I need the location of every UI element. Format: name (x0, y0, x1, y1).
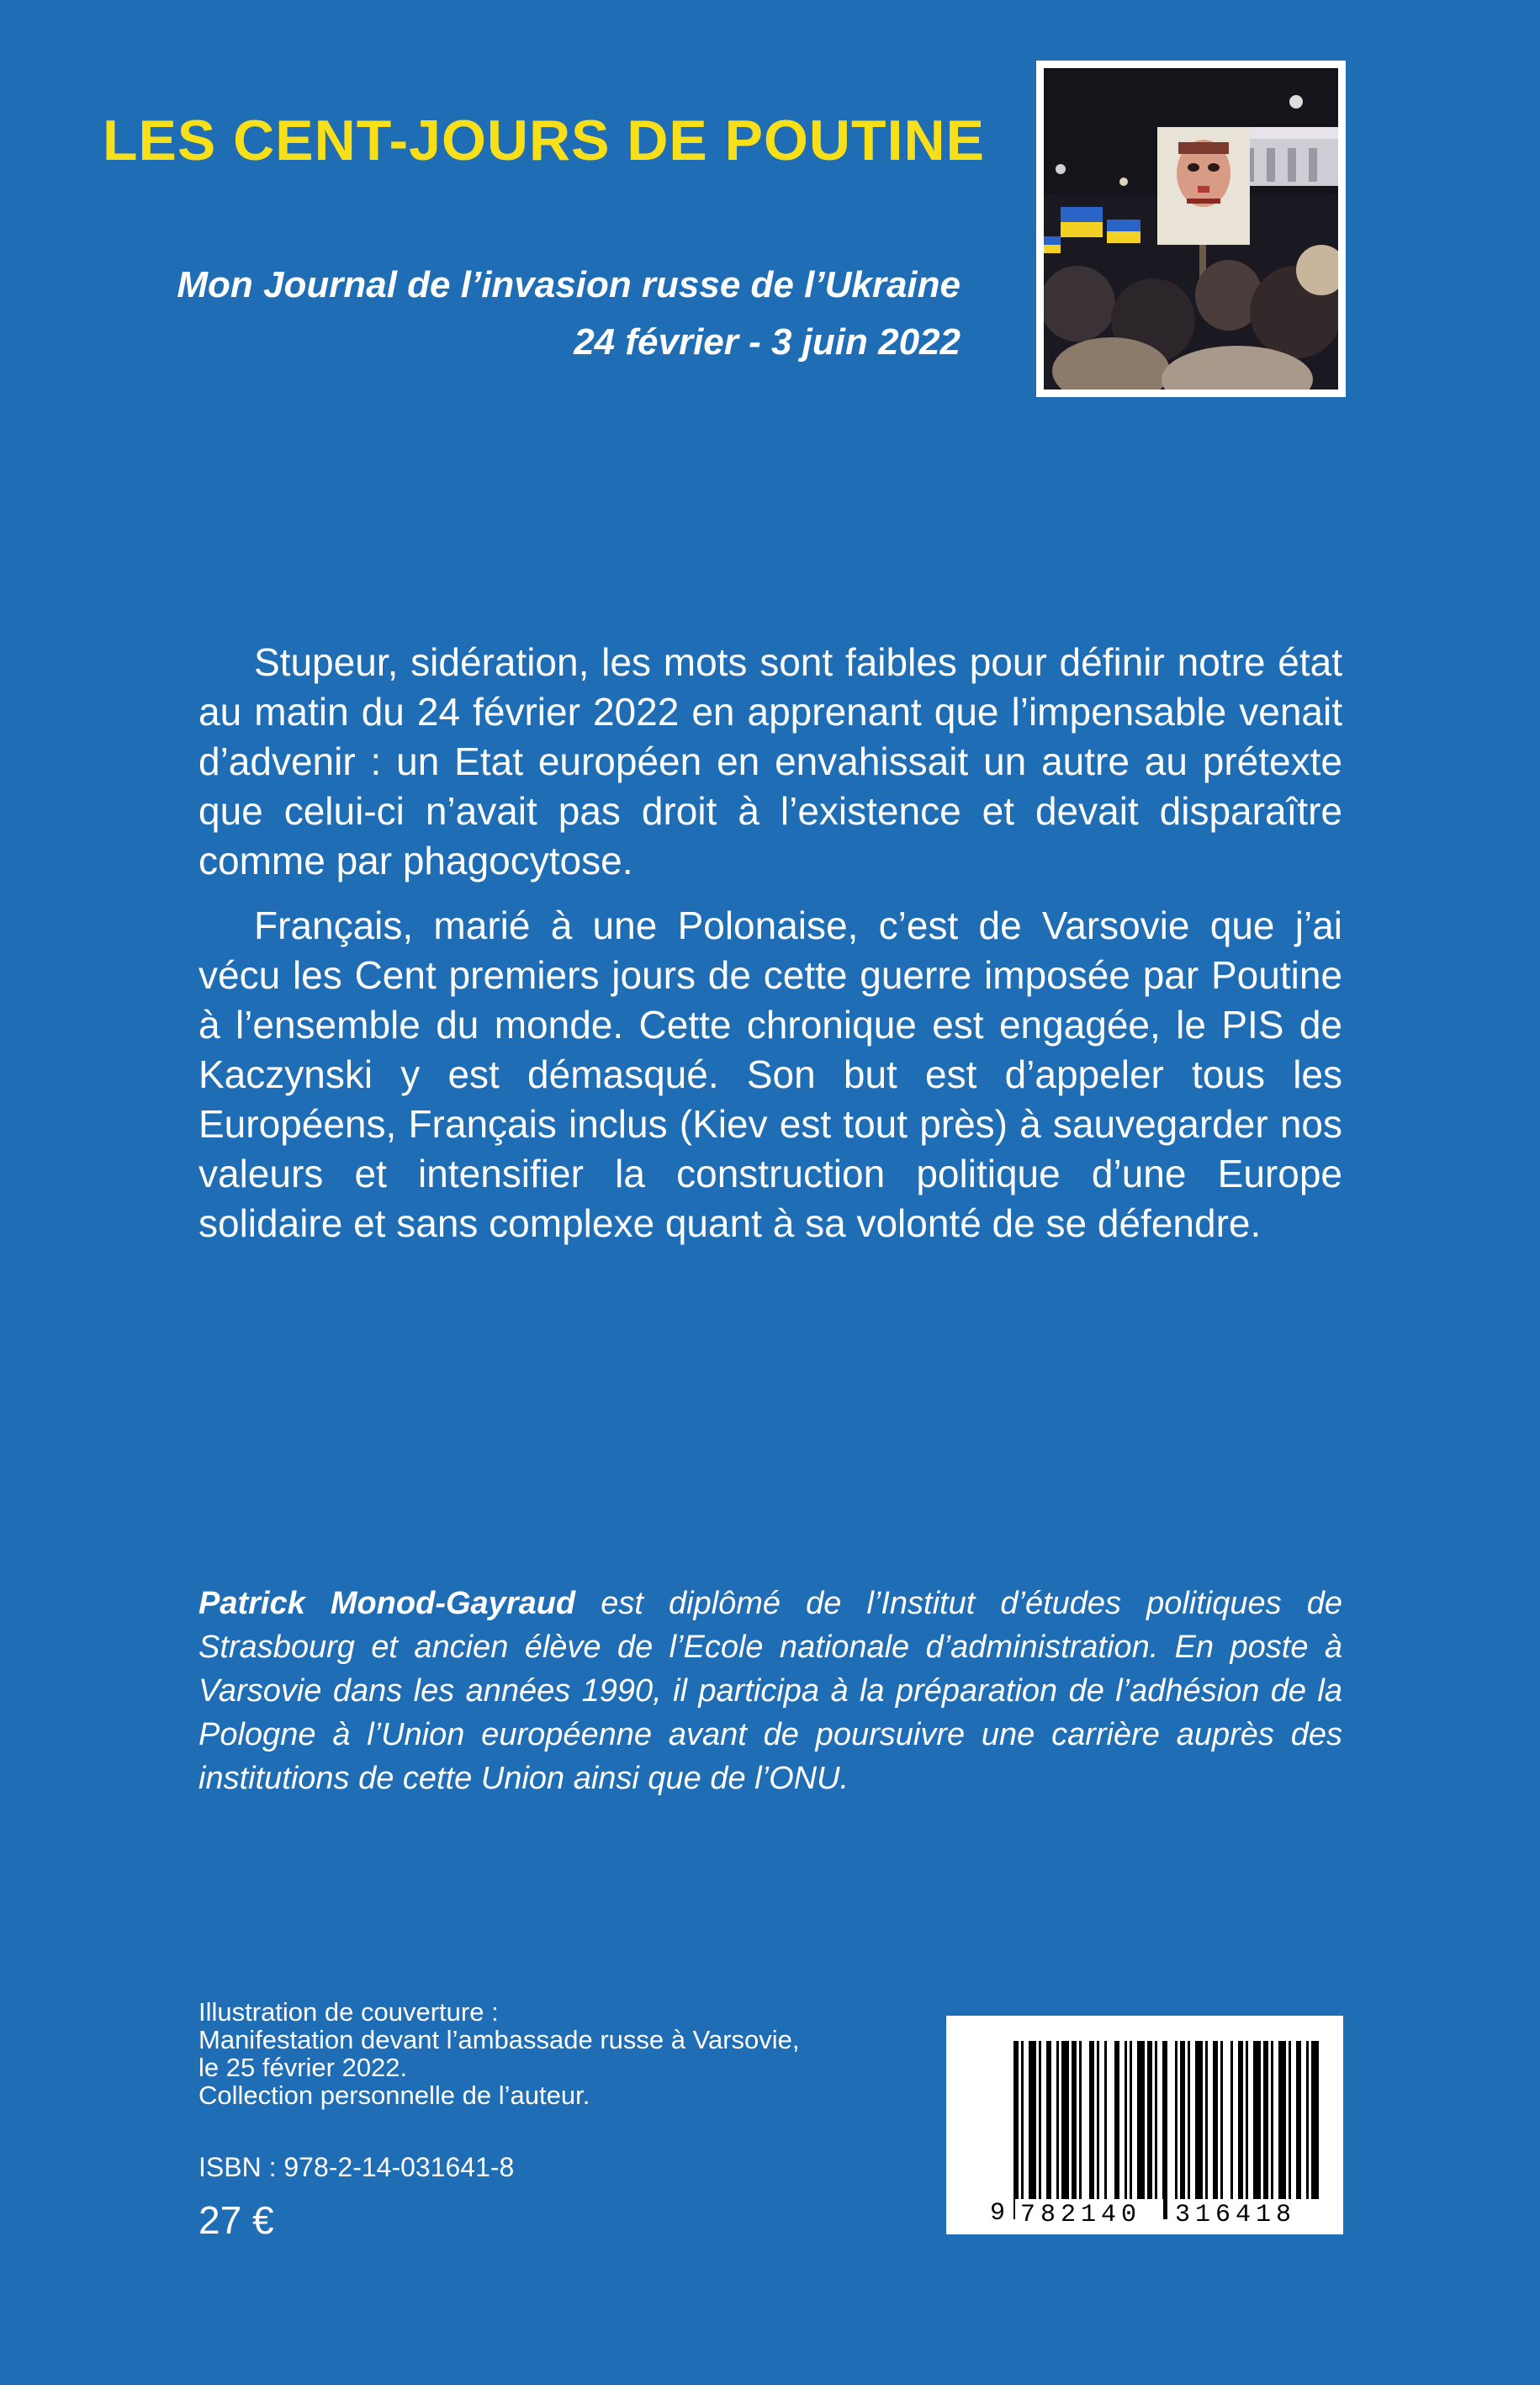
barcode-bar (1205, 2041, 1208, 2201)
barcode-bar (1039, 2041, 1041, 2201)
barcode-bar (1278, 2041, 1286, 2201)
barcode-bar (1253, 2041, 1261, 2201)
protest-photo-illustration (1044, 68, 1338, 390)
barcode-bar (1097, 2041, 1099, 2201)
barcode-digits-group-1: 782140 (1020, 2201, 1142, 2229)
barcode-bar (1046, 2041, 1051, 2201)
credits-line-1: Manifestation devant l’ambassade russe à Varsovie, (198, 2025, 800, 2054)
barcode-bar (1271, 2041, 1273, 2201)
credits-line-3: Collection personnelle de l’auteur. (198, 2080, 590, 2110)
barcode-bar (1155, 2041, 1157, 2201)
barcode-bar (1289, 2041, 1291, 2201)
barcode (946, 2016, 1343, 2234)
barcode-bar (1021, 2041, 1024, 2201)
isbn: ISBN : 978-2-14-031641-8 (198, 2152, 515, 2182)
credits-heading: Illustration de couverture : (198, 1997, 499, 2027)
book-title: LES CENT-JOURS DE POUTINE (103, 109, 985, 172)
barcode-bar (1238, 2041, 1243, 2201)
barcode-bar (1029, 2041, 1036, 2201)
barcode-bar (1263, 2041, 1268, 2201)
barcode-bar (1220, 2041, 1223, 2201)
barcode-bar (1147, 2041, 1152, 2201)
author-bio (198, 1582, 1342, 1800)
barcode-graphic (946, 2016, 1343, 2234)
barcode-bar (1056, 2041, 1059, 2201)
price: 27 € (198, 2198, 274, 2242)
barcode-bar (1114, 2041, 1119, 2201)
cover-illustration-credits (198, 1998, 888, 2109)
barcode-bar (1213, 2041, 1218, 2201)
barcode-digits-group-2: 316418 (1175, 2201, 1297, 2229)
author-name: Patrick Monod-Gayraud (198, 1586, 576, 1621)
back-cover-summary (198, 638, 1342, 1264)
barcode-bar (1180, 2041, 1185, 2201)
barcode-bar (1246, 2041, 1248, 2201)
barcode-bar (1306, 2041, 1309, 2201)
barcode-bar (1089, 2041, 1094, 2201)
credits-line-2: le 25 février 2022. (198, 2053, 408, 2082)
barcode-bar (1230, 2041, 1233, 2201)
book-subtitle (103, 257, 961, 371)
cover-photo-frame (1036, 61, 1346, 397)
barcode-bar (1311, 2041, 1319, 2219)
barcode-bar (1079, 2041, 1082, 2201)
barcode-bar (1188, 2041, 1190, 2201)
barcode-bar (1013, 2041, 1019, 2219)
barcode-bar (1061, 2041, 1069, 2201)
barcode-bars (1013, 2041, 1319, 2219)
barcode-bar (1162, 2041, 1167, 2219)
author-bio-text: est diplômé de l’Institut d’études politiques de Strasbourg et ancien élève de l’Ecole nationale d’administration. En poste à Varsovie dans les années 1990, il participa à la préparation de l’adhésion de la Pologne à l’Union européenne avant de poursuivre une carrière auprès des institutions de cette Union ainsi que de l’ONU. (198, 1586, 1342, 1796)
barcode-lead-digit: 9 (990, 2199, 1006, 2228)
barcode-bar (1195, 2041, 1203, 2201)
subtitle-line-1: Mon Journal de l’invasion russe de l’Ukraine (177, 264, 961, 305)
barcode-bar (1130, 2041, 1132, 2201)
barcode-bar (1072, 2041, 1077, 2201)
summary-paragraph-2: Français, marié à une Polonaise, c’est de Varsovie que j’ai vécu les Cent premiers jours de cette guerre imposée par Poutine à l’ensemble du monde. Cette chronique est engagée, le PIS de Kaczynski y est démasqué. Son but est d’appeler tous les Européens, Français inclus (Kiev est tout près) à sauvegarder nos valeurs et intensifier la construction politique d’une Europe solidaire et sans complexe quant à sa volonté de se défendre. (198, 904, 1342, 1245)
subtitle-line-2: 24 février - 3 juin 2022 (574, 321, 961, 363)
protest-photo (1044, 68, 1338, 390)
barcode-bar (1137, 2041, 1145, 2201)
summary-paragraph-1: Stupeur, sidération, les mots sont faibles pour définir notre état au matin du 24 février 2022 en apprenant que l’impensable venait d’advenir : un Etat européen en envahissait un autre au prétexte que celui-ci n’avait pas droit à l’existence et devait disparaître comme par phagocytose. (198, 640, 1342, 882)
barcode-bar (1296, 2041, 1301, 2201)
barcode-bar (1104, 2041, 1107, 2201)
barcode-bar (1125, 2041, 1127, 2201)
barcode-bar (1175, 2041, 1177, 2201)
